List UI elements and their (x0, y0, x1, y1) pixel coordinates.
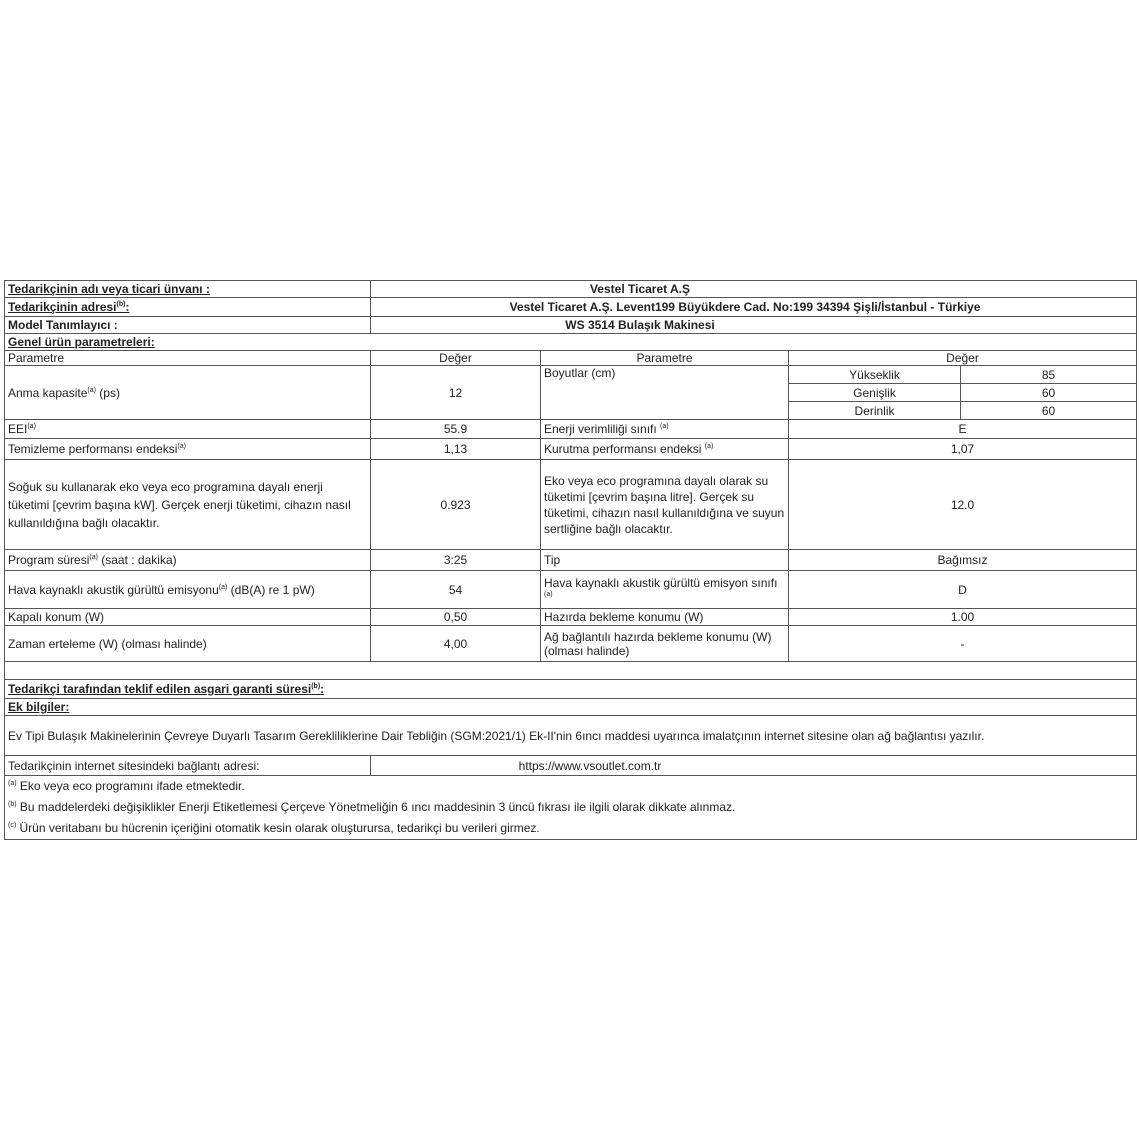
footnote-marker: (a) (87, 386, 96, 394)
footnote-marker: (a) (27, 423, 36, 430)
off-mode-value: 0,50 (371, 609, 541, 626)
standby-value: 1.00 (789, 609, 1137, 626)
drying-label: Kurutma performansı endeksi $^{(a)}$ (541, 439, 789, 460)
network-standby-label: Ağ bağlantılı hazırda bekleme konumu (W) (olması halinde) (541, 626, 789, 662)
noise-class-label: Hava kaynaklı akustik gürültü emisyon sınıfı $^{(a)}$ (541, 571, 789, 609)
footnote-a: $^{(a)}$ Eko veya eco programını ifade etmektedir. (8, 779, 245, 793)
footnote-marker: (a) (704, 443, 714, 450)
off-mode-row (5, 609, 1137, 626)
extra-info-text: Ev Tipi Bulaşık Makinelerinin Çevreye Duyarlı Tasarım Gerekliliklerine Dair Tebliğin (SGM:2021/1) Ek-II'nin 6ıncı maddesi uyarınca imalatçının internet sitesine olan ağ bağlantısı yazılır. (5, 716, 1137, 756)
capacity-label: Anma kapasite$^{(a)}$ (ps) (5, 366, 371, 420)
website-link[interactable]: https://www.vsoutlet.com.tr (371, 756, 1137, 776)
energy-consumption-label: Soğuk su kullanarak eko veya eco programına dayalı enerji tüketimi [çevrim başına kW]. Gerçek enerji tüketimi, cihazın nasıl kullanıldığına bağlı olacaktır. (5, 460, 371, 550)
extra-info-row (5, 716, 1137, 756)
noise-label: Hava kaynaklı akustik gürültü emisyonu$^{(a)}$ (dB(A) re 1 pW) (5, 571, 371, 609)
column-header-parameter: Parametre (541, 351, 789, 366)
column-header-value: Değer (789, 351, 1137, 366)
empty-cell (5, 662, 1137, 680)
energy-class-value: E (789, 420, 1137, 439)
width-label: Genişlik (789, 384, 961, 402)
warranty-label: Tedarikçi tarafından teklif edilen asgari garanti süresi$^{(b)}$: (5, 680, 1137, 699)
noise-value: 54 (371, 571, 541, 609)
warranty-row (5, 680, 1137, 699)
capacity-row (5, 366, 1137, 384)
height-label: Yükseklik (789, 366, 961, 384)
cleaning-value: 1,13 (371, 439, 541, 460)
cleaning-row (5, 439, 1137, 460)
column-header-value: Değer (371, 351, 541, 366)
footnotes-row (5, 776, 1137, 840)
footnote-marker: (c) (8, 822, 17, 829)
footnote-marker: (a) (660, 423, 669, 430)
noise-class-value: D (789, 571, 1137, 609)
type-value: Bağımsız (789, 550, 1137, 571)
width-value: 60 (961, 384, 1137, 402)
capacity-value: 12 (371, 366, 541, 420)
supplier-address-label: Tedarikçinin adresi$^{(b)}$: (5, 298, 371, 317)
eei-label: EEI$^{(a)}$ (5, 420, 371, 439)
height-value: 85 (961, 366, 1137, 384)
footnote-marker: (a) (89, 554, 98, 561)
footnote-marker: (a) (8, 780, 17, 787)
model-label: Model Tanımlayıcı : (5, 317, 371, 334)
footnote-marker: (b) (116, 301, 126, 308)
depth-value: 60 (961, 402, 1137, 420)
supplier-name-row (5, 281, 1137, 298)
supplier-name-value: Vestel Ticaret A.Ş (371, 281, 1137, 298)
footnotes (5, 776, 1137, 840)
supplier-address-row (5, 298, 1137, 317)
energy-info-sheet (4, 280, 1137, 840)
extra-info-heading-row (5, 699, 1137, 716)
footnote-marker: (a) (544, 590, 553, 598)
eei-value: 55.9 (371, 420, 541, 439)
water-consumption-value: 12.0 (789, 460, 1137, 550)
model-value: WS 3514 Bulaşık Makinesi (371, 317, 1137, 334)
footnote-marker: (a) (218, 583, 228, 591)
energy-consumption-row (5, 460, 1137, 550)
general-params-heading: Genel ürün parametreleri: (5, 334, 1137, 351)
delay-row (5, 626, 1137, 662)
column-header-row (5, 351, 1137, 366)
noise-row (5, 571, 1137, 609)
water-consumption-label: Eko veya eco programına dayalı olarak su tüketimi [çevrim başına litre]. Gerçek su tüketimi, cihazın nasıl kullanıldığına ve suyun sertliğine bağlı olacaktır. (541, 460, 789, 550)
energy-consumption-value: 0.923 (371, 460, 541, 550)
dimensions-label: Boyutlar (cm) (541, 366, 789, 420)
delay-start-value: 4,00 (371, 626, 541, 662)
eei-row (5, 420, 1137, 439)
supplier-name-label: Tedarikçinin adı veya ticari ünvanı : (5, 281, 371, 298)
supplier-address-value: Vestel Ticaret A.Ş. Levent199 Büyükdere Cad. No:199 34394 Şişli/İstanbul - Türkiye (371, 298, 1137, 317)
footnote-marker: (b) (311, 683, 321, 690)
delay-start-label: Zaman erteleme (W) (olması halinde) (5, 626, 371, 662)
program-duration-value: 3:25 (371, 550, 541, 571)
footnote-marker: (a) (177, 443, 186, 450)
footnote-b: $^{(b)}$ Bu maddelerdeki değişiklikler Enerji Etiketlemesi Çerçeve Yönetmeliğin 6 ıncı maddesinin 3 üncü fıkrası ile ilgili olarak dikkate alınmaz. (8, 800, 736, 814)
network-standby-value: - (789, 626, 1137, 662)
website-row (5, 756, 1137, 776)
website-label: Tedarikçinin internet sitesindeki bağlantı adresi: (5, 756, 371, 776)
type-label: Tip (541, 550, 789, 571)
program-row (5, 550, 1137, 571)
off-mode-label: Kapalı konum (W) (5, 609, 371, 626)
cleaning-label: Temizleme performansı endeksi$^{(a)}$ (5, 439, 371, 460)
footnote-c: $^{(c)}$ Ürün veritabanı bu hücrenin içeriğini otomatik kesin olarak oluşturursa, tedarikçi bu verileri girmez. (8, 821, 540, 835)
spacer-row (5, 662, 1137, 680)
energy-class-label: Enerji verimliliği sınıfı $^{(a)}$ (541, 420, 789, 439)
depth-label: Derinlik (789, 402, 961, 420)
standby-label: Hazırda bekleme konumu (W) (541, 609, 789, 626)
program-duration-label: Program süresi$^{(a)}$ (saat : dakika) (5, 550, 371, 571)
footnote-marker: (b) (8, 801, 17, 808)
general-params-row (5, 334, 1137, 351)
extra-info-heading: Ek bilgiler: (5, 699, 1137, 716)
model-row (5, 317, 1137, 334)
column-header-parameter: Parametre (5, 351, 371, 366)
drying-value: 1,07 (789, 439, 1137, 460)
